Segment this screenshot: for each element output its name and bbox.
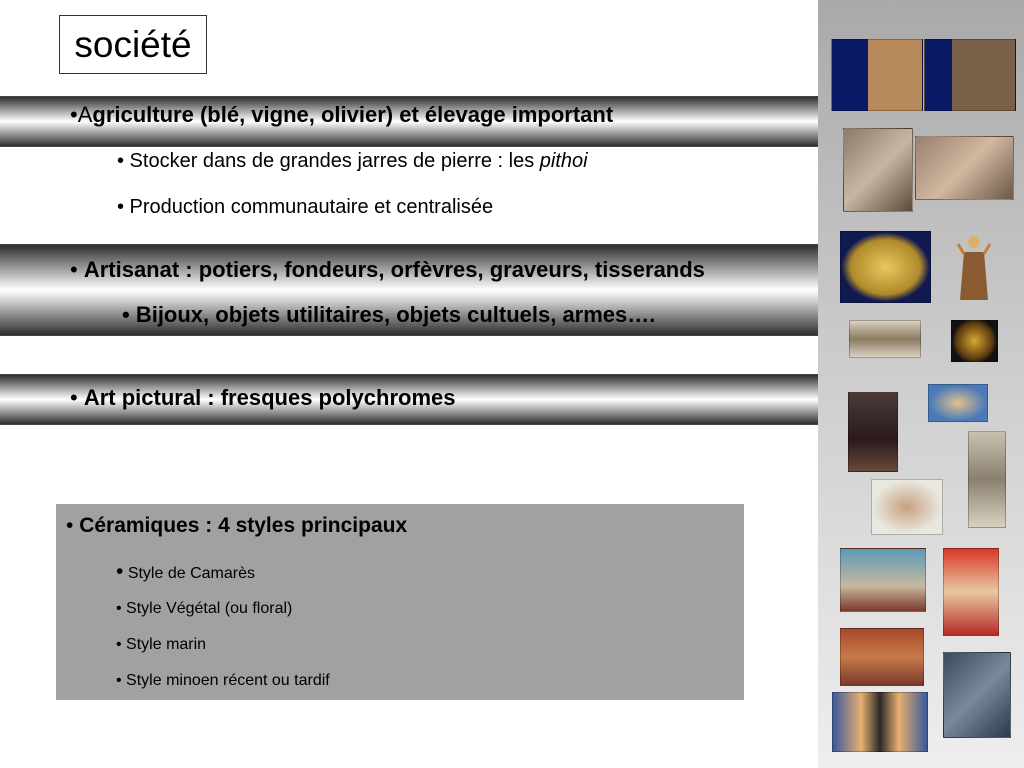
agriculture-text: griculture (blé, vigne, olivier) et élevage important: [92, 102, 614, 127]
style-item: • Style minoen récent ou tardif: [116, 672, 330, 689]
marine-vase-photo: [968, 431, 1006, 528]
pithoi-row-photo: [915, 136, 1014, 200]
bullet: •: [70, 257, 84, 282]
style-item: • Style Végétal (ou floral): [116, 600, 293, 617]
bee-pendant-photo: [951, 320, 998, 362]
agriculture-heading: [70, 102, 613, 128]
artisanat-sub: • Bijoux, objets utilitaires, objets cultuels, armes….: [122, 302, 656, 327]
art-text: Art pictural : fresques polychromes: [83, 385, 456, 410]
pithos-photo: [924, 39, 1016, 111]
double-axe-photo: [849, 320, 921, 358]
ceramiques-box: [56, 504, 744, 700]
bullet: •: [70, 385, 84, 410]
snake-goddess-figure: [956, 232, 992, 302]
bullet: •: [70, 102, 78, 127]
first-letter: A: [77, 102, 93, 127]
agriculture-sub-production: • Production communautaire et centralisée: [117, 196, 494, 218]
pithoi-word: pithoi: [539, 150, 588, 172]
style-item: • Style marin: [116, 636, 207, 653]
ceramiques-heading-text: Céramiques : 4 styles principaux: [79, 514, 408, 537]
storage-jars-photo: [843, 128, 913, 212]
bullet: •: [116, 560, 124, 583]
artisanat-text: Artisanat : potiers, fondeurs, orfèvres, graveurs, tisserands: [83, 257, 705, 282]
bull-fresco-photo: [943, 652, 1011, 738]
ladies-fresco-photo: [832, 692, 928, 752]
bull-head-rhyton-photo: [848, 392, 898, 472]
gold-ring-photo: [840, 231, 931, 303]
animal-figurine-photo: [871, 479, 943, 535]
dolphin-fresco-photo: [840, 548, 926, 612]
slide-title: société: [59, 15, 207, 74]
procession-fresco-photo: [840, 628, 924, 686]
art-heading: [70, 385, 455, 411]
bullet: •: [66, 514, 80, 537]
prince-lilies-fresco-photo: [943, 548, 999, 636]
lioness-rhyton-photo: [928, 384, 988, 422]
style-item: [116, 560, 255, 584]
image-panel: [818, 0, 1024, 768]
jars-photo: [831, 39, 923, 111]
artisanat-heading: [70, 257, 705, 283]
ceramiques-heading: [66, 514, 407, 538]
agriculture-sub-stocker: [117, 150, 588, 173]
style-label: Style de Camarès: [127, 565, 255, 582]
stocker-text: • Stocker dans de grandes jarres de pierre : les: [117, 150, 540, 172]
